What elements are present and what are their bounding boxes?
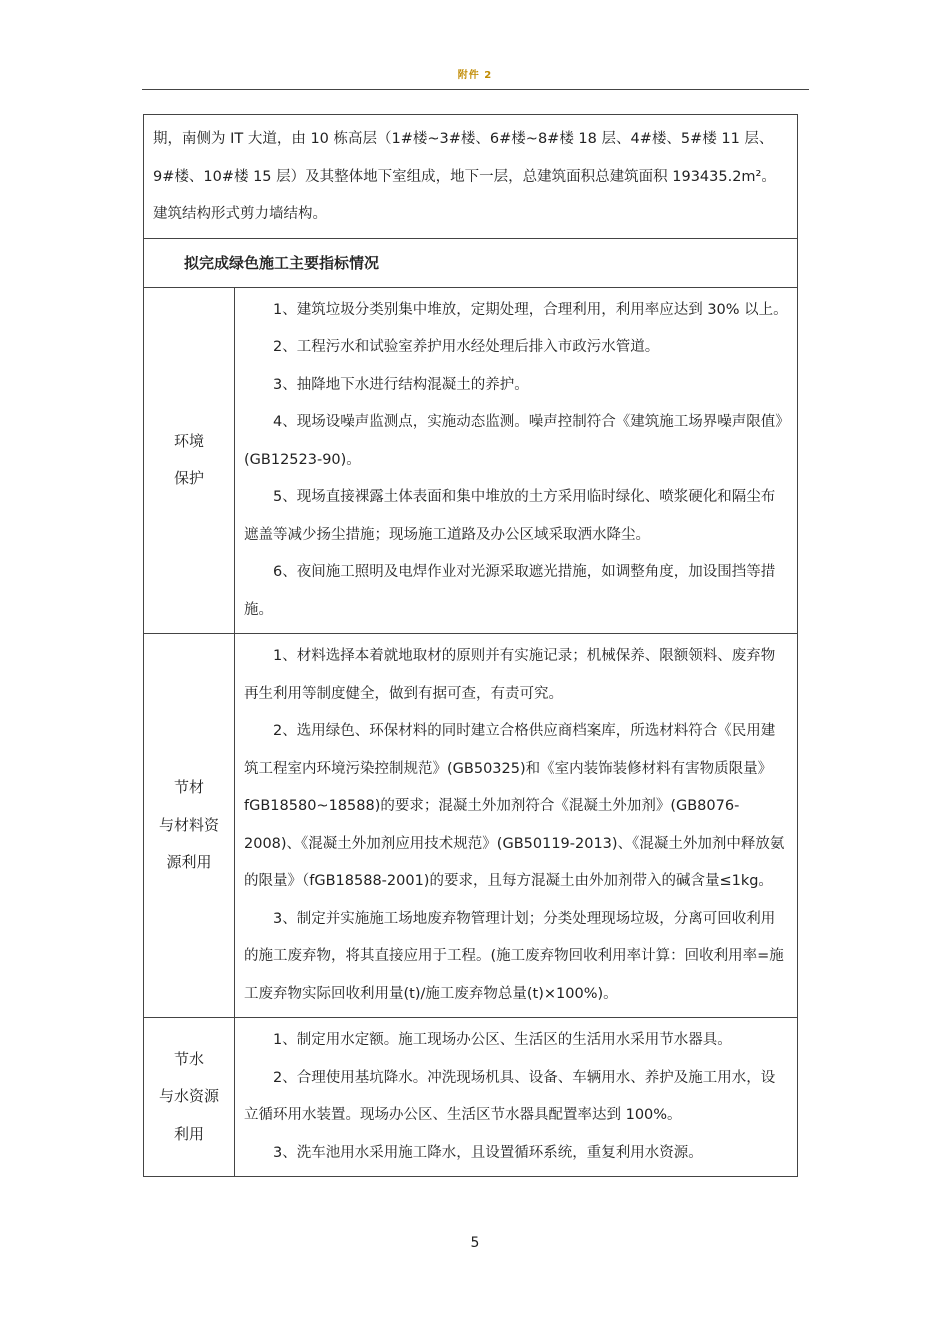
row-label-line: 利用 xyxy=(173,1124,204,1143)
table-row-materials xyxy=(144,634,798,1018)
row-label-environment xyxy=(144,287,235,634)
table-row-environment xyxy=(144,287,798,634)
list-item: 1、建筑垃圾分类别集中堆放，定期处理，合理利用，利用率应达到 30% 以上。 xyxy=(273,301,788,318)
row-label-line: 环境 xyxy=(173,431,204,450)
intro-text: 期，南侧为 IT 大道，由 10 栋高层（1#楼~3#楼、6#楼~8#楼 18 层、4#楼、5#楼 11 层、9#楼、10#楼 15 层）及其整体地下室组成，地下一层，总建筑面积总建筑面积 193435.2m²。建筑结构形式剪力墙结构。 xyxy=(144,115,798,239)
list-item: 3、制定并实施施工场地废弃物管理计划；分类处理现场垃圾，分离可回收利用的施工废弃物，将其直接应用于工程。(施工废弃物回收利用率计算：回收利用率=施工废弃物实际回收利用量(t)/施工废弃物总量(t)×100%)。 xyxy=(244,910,784,1002)
row-label-line: 源利用 xyxy=(166,853,212,872)
row-content-materials xyxy=(235,634,798,1018)
section-title: 拟完成绿色施工主要指标情况 xyxy=(144,238,798,287)
list-item: 2、合理使用基坑降水。冲洗现场机具、设备、车辆用水、养护及施工用水，设立循环用水装置。现场办公区、生活区节水器具配置率达到 100%。 xyxy=(244,1069,776,1123)
list-item: 1、制定用水定额。施工现场办公区、生活区的生活用水采用节水器具。 xyxy=(273,1032,732,1048)
row-label-water xyxy=(144,1018,235,1177)
list-item: 4、现场设噪声监测点，实施动态监测。噪声控制符合《建筑施工场界噪声限值》(GB12523-90)。 xyxy=(244,414,783,468)
list-item: 5、现场直接裸露土体表面和集中堆放的土方采用临时绿化、喷浆硬化和隔尘布遮盖等减少扬尘措施；现场施工道路及办公区域采取洒水降尘。 xyxy=(244,489,776,543)
row-label-line: 与材料资 xyxy=(158,815,219,834)
indicator-table xyxy=(143,114,798,1177)
section-title-row xyxy=(144,238,798,287)
row-content-environment xyxy=(235,287,798,634)
row-label-line: 保护 xyxy=(173,469,204,488)
intro-row xyxy=(144,115,798,239)
list-item: 2、选用绿色、环保材料的同时建立合格供应商档案库，所选材料符合《民用建筑工程室内环境污染控制规范》(GB50325)和《室内装饰装修材料有害物质限量》fGB18580~18588)的要求；混凝土外加剂符合《混凝土外加剂》(GB8076-2008)、《混凝土外加剂应用技术规范》(GB50119-2013)、《混凝土外加剂中释放氨的限量》（fGB18588-2001)的要求，且每方混凝土由外加剂带入的碱含量≤1kg。 xyxy=(244,723,785,889)
list-item: 3、抽降地下水进行结构混凝土的养护。 xyxy=(273,376,529,393)
list-item: 3、洗车池用水采用施工降水，且设置循环系统，重复利用水资源。 xyxy=(273,1144,703,1161)
row-content-water xyxy=(235,1018,798,1177)
row-label-line: 与水资源 xyxy=(158,1087,219,1106)
row-label-line: 节水 xyxy=(173,1049,204,1068)
list-item: 1、材料选择本着就地取材的原则并有实施记录；机械保养、限额领料、废弃物再生利用等制度健全，做到有据可查，有责可究。 xyxy=(244,648,776,702)
page-number: 5 xyxy=(470,1235,480,1251)
row-label-materials xyxy=(144,634,235,1018)
row-label-line: 节材 xyxy=(173,778,204,797)
table-row-water xyxy=(144,1018,798,1177)
list-item: 2、工程污水和试验室养护用水经处理后排入市政污水管道。 xyxy=(273,339,660,355)
header-divider xyxy=(142,89,809,90)
page-header: 附件 2 xyxy=(457,70,493,81)
list-item: 6、夜间施工照明及电焊作业对光源采取遮光措施，如调整角度，加设围挡等措施。 xyxy=(244,564,776,618)
